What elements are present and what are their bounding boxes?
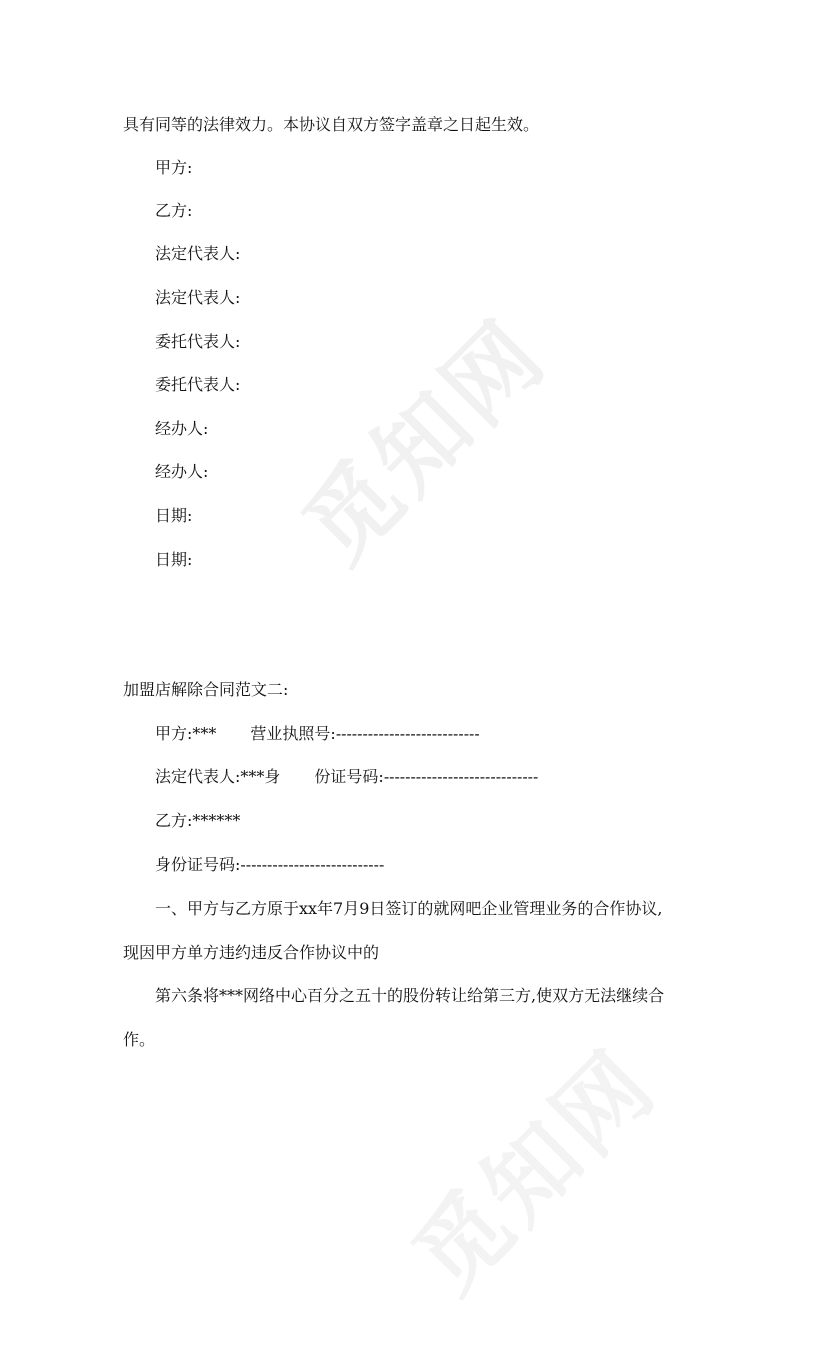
signature-delegate-a: 委托代表人: <box>155 332 241 351</box>
clause-2-line-2: 作。 <box>123 1030 156 1049</box>
signature-delegate-b: 委托代表人: <box>155 375 241 394</box>
id-number-label: 身份证号码: <box>155 855 241 874</box>
signature-legal-rep-b: 法定代表人: <box>155 288 241 307</box>
party-a-label: 甲方:*** <box>155 724 217 743</box>
license-value: --------------------------- <box>335 726 480 743</box>
signature-handler-b: 经办人: <box>155 462 209 481</box>
intro-paragraph: 具有同等的法律效力。本协议自双方签字盖章之日起生效。 <box>123 115 540 134</box>
watermark: 觅知网 <box>283 299 568 584</box>
legal-rep-label: 法定代表人:***身 <box>155 767 281 786</box>
id-number-value: --------------------------- <box>240 857 385 874</box>
party-b-line: 乙方:****** <box>155 811 241 830</box>
id-label: 份证号码: <box>314 767 384 786</box>
clause-1-line-1: 一、甲方与乙方原于xx年7月9日签订的就网吧企业管理业务的合作协议, <box>155 899 663 918</box>
signature-party-b: 乙方: <box>155 201 193 220</box>
section-title: 加盟店解除合同范文二: <box>123 680 289 699</box>
signature-handler-a: 经办人: <box>155 419 209 438</box>
signature-date-b: 日期: <box>155 550 193 569</box>
signature-legal-rep-a: 法定代表人: <box>155 244 241 263</box>
signature-date-a: 日期: <box>155 506 193 525</box>
id-number-line <box>155 854 384 877</box>
watermark-partial: 觅知网 <box>393 1029 678 1314</box>
id-value: ----------------------------- <box>383 769 539 786</box>
license-label: 营业执照号: <box>250 724 336 743</box>
signature-party-a: 甲方: <box>155 158 193 177</box>
clause-2-line-1: 第六条将***网络中心百分之五十的股份转让给第三方,使双方无法继续合 <box>155 986 665 1005</box>
legal-rep-line <box>155 766 538 789</box>
party-a-line <box>155 723 480 746</box>
clause-1-line-2: 现因甲方单方违约违反合作协议中的 <box>123 943 380 962</box>
